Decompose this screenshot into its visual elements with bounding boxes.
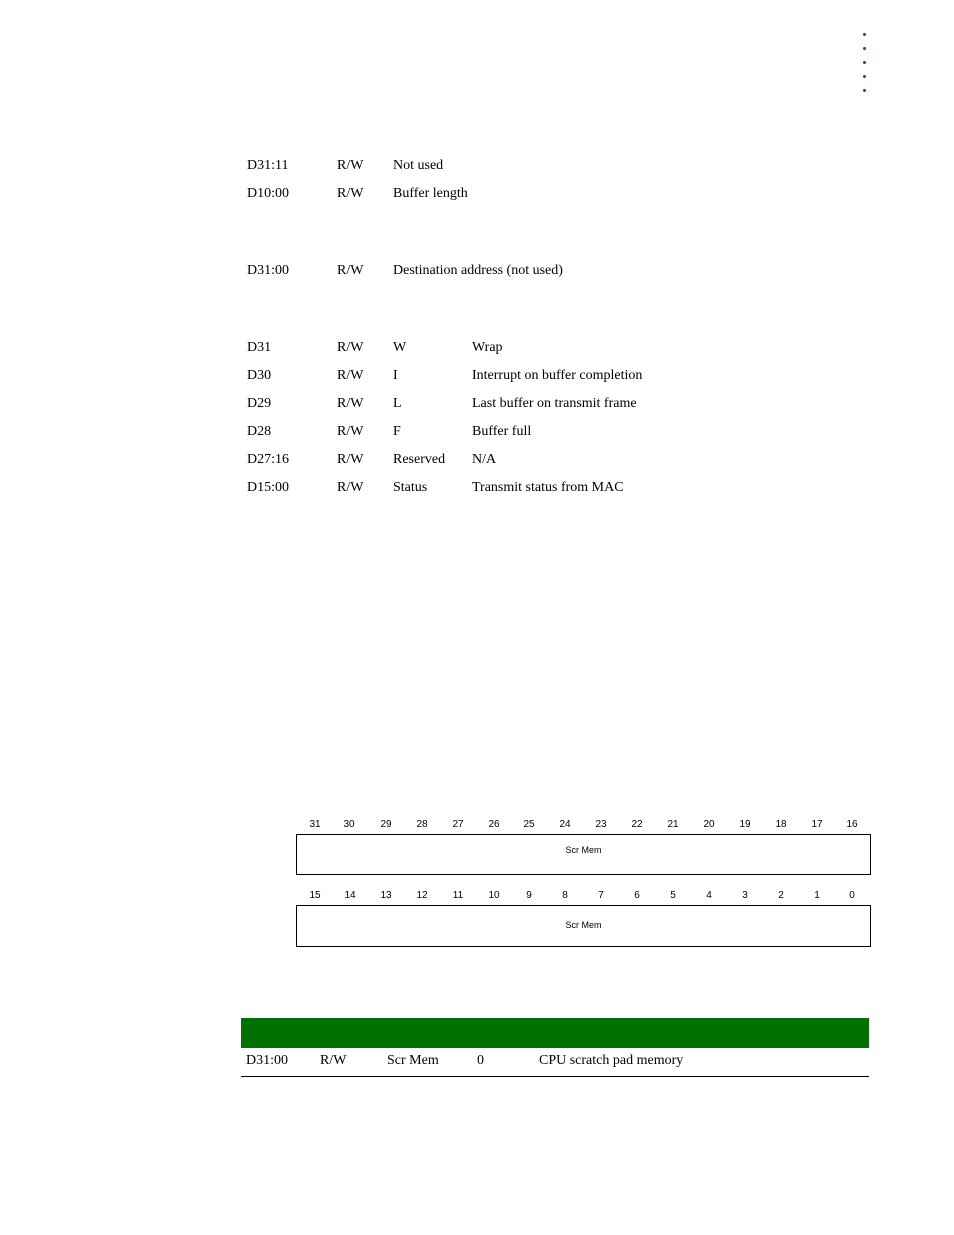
description-cell: Transmit status from MAC (472, 480, 624, 495)
page-margin-dots (863, 33, 869, 103)
description-cell: Buffer length (393, 186, 468, 201)
bits-cell: D29 (247, 396, 272, 411)
bits-cell: D27:16 (247, 452, 289, 467)
access-cell: R/W (337, 158, 364, 173)
bit-number: 12 (416, 890, 428, 901)
bit-number: 31 (309, 819, 321, 830)
lower-register-field (296, 905, 871, 947)
access-cell: R/W (337, 263, 364, 278)
dot-icon (863, 33, 866, 36)
bit-number: 2 (778, 890, 784, 901)
description-cell: CPU scratch pad memory (539, 1053, 684, 1068)
bit-number: 29 (380, 819, 392, 830)
mnemonic-cell: I (393, 368, 398, 383)
access-cell: R/W (337, 340, 364, 355)
dot-icon (863, 89, 866, 92)
table-bottom-rule (241, 1076, 869, 1077)
bit-number: 28 (416, 819, 428, 830)
bit-number: 1 (814, 890, 820, 901)
description-cell: Not used (393, 158, 444, 173)
field-label: Scr Mem (565, 845, 602, 855)
access-cell: R/W (337, 396, 364, 411)
bit-number: 8 (562, 890, 568, 901)
dot-icon (863, 75, 866, 78)
bit-number: 3 (742, 890, 748, 901)
dot-icon (863, 47, 866, 50)
bit-number: 23 (595, 819, 607, 830)
access-cell: R/W (337, 452, 364, 467)
field-label: Scr Mem (565, 920, 602, 930)
bits-cell: D31:00 (246, 1053, 288, 1068)
bit-number: 6 (634, 890, 640, 901)
bit-number: 14 (344, 890, 356, 901)
mnemonic-cell: L (393, 396, 402, 411)
bit-number: 11 (452, 890, 464, 901)
bit-number: 9 (526, 890, 532, 901)
bits-cell: D31:00 (247, 263, 289, 278)
access-cell: R/W (337, 186, 364, 201)
description-cell: N/A (472, 452, 497, 467)
bits-cell: D31 (247, 340, 272, 355)
upper-register-field (296, 834, 871, 875)
bit-number: 13 (380, 890, 392, 901)
bit-number: 22 (631, 819, 643, 830)
mnemonic-cell: Status (393, 480, 428, 495)
mnemonic-cell: Scr Mem (387, 1053, 439, 1068)
bits-cell: D30 (247, 368, 272, 383)
bits-cell: D31:11 (247, 158, 289, 173)
bits-cell: D15:00 (247, 480, 289, 495)
access-cell: R/W (337, 368, 364, 383)
bit-number: 25 (523, 819, 535, 830)
description-cell: Interrupt on buffer completion (472, 368, 643, 383)
mnemonic-cell: W (393, 340, 407, 355)
access-cell: R/W (320, 1053, 347, 1068)
bit-number: 16 (846, 819, 858, 830)
bit-number: 30 (343, 819, 355, 830)
table-header-bar (241, 1018, 869, 1048)
bit-number: 17 (811, 819, 823, 830)
bit-number: 20 (703, 819, 715, 830)
bit-number: 10 (488, 890, 500, 901)
reset-cell: 0 (477, 1053, 484, 1068)
bit-number: 0 (849, 890, 855, 901)
dot-icon (863, 61, 866, 64)
description-cell: Destination address (not used) (393, 263, 563, 278)
bit-number: 5 (670, 890, 676, 901)
bit-number: 19 (739, 819, 751, 830)
description-cell: Buffer full (472, 424, 532, 439)
bits-cell: D10:00 (247, 186, 289, 201)
bit-number: 4 (706, 890, 712, 901)
description-cell: Wrap (472, 340, 503, 355)
description-cell: Last buffer on transmit frame (472, 396, 637, 411)
bit-number: 18 (775, 819, 787, 830)
bit-number: 26 (488, 819, 500, 830)
bits-cell: D28 (247, 424, 272, 439)
mnemonic-cell: F (393, 424, 401, 439)
bit-number: 15 (309, 890, 321, 901)
access-cell: R/W (337, 424, 364, 439)
bit-number: 27 (452, 819, 464, 830)
bit-number: 7 (598, 890, 604, 901)
bit-number: 21 (667, 819, 679, 830)
access-cell: R/W (337, 480, 364, 495)
bit-number: 24 (559, 819, 571, 830)
mnemonic-cell: Reserved (393, 452, 446, 467)
